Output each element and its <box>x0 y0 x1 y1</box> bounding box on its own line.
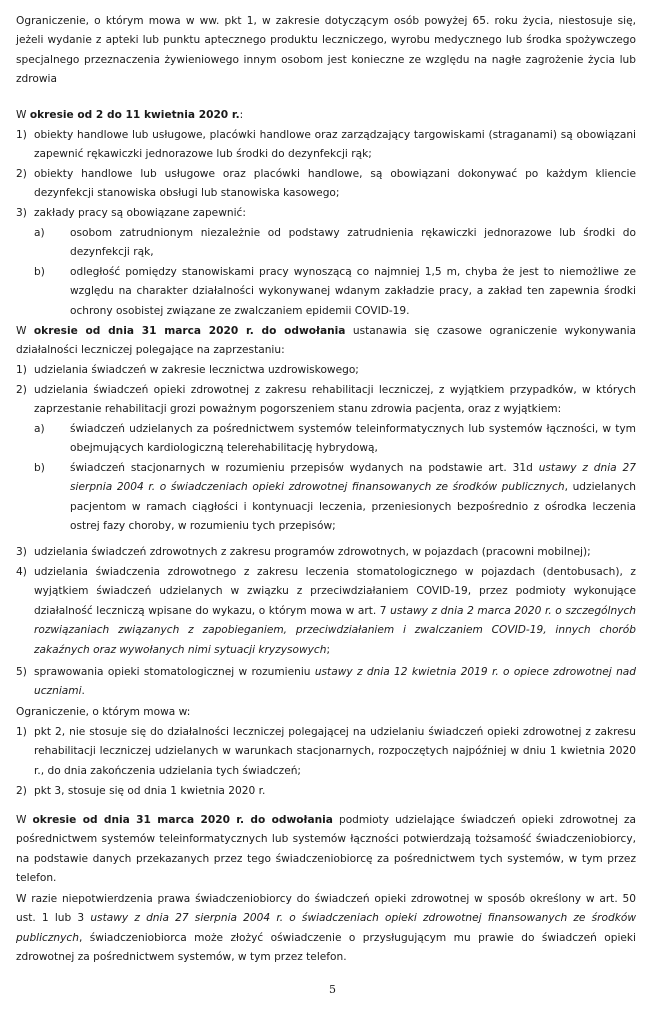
page-number: 5 <box>329 983 336 996</box>
paragraph-identity-bold: okresie od dnia 31 marca 2020 r. do odwołania <box>32 814 333 826</box>
sublist-item-text: osobom zatrudnionym niezależnie od podstawy zatrudnienia rękawiczki jednorazowe lub środki do dezynfekcji rąk, <box>70 227 636 259</box>
list-item-text: obiekty handlowe lub usługowe, placówki handlowe oraz zarządzający targowiskami (straganami) są obowiązani zapewnić rękawiczki jednorazowe lub środki do dezynfekcji rąk; <box>34 129 636 161</box>
sublist-item-letter: b) <box>34 462 45 474</box>
list-item-text <box>34 663 636 702</box>
paragraph-march-tail: ustanawia się czasowe ograniczenie wykonywania działalności leczniczej polegające na zaprzestaniu: <box>16 325 637 357</box>
list-item-text: udzielania świadczeń w zakresie lecznictwa uzdrowiskowego; <box>34 364 359 376</box>
sublist-item-text: świadczeń udzielanych za pośrednictwem systemów teleinformatycznych lub systemów łączności, w tym obejmujących kardiologiczną telerehabilitację hybrydową, <box>70 423 636 455</box>
list-item-5-pre: sprawowania opieki stomatologicznej w rozumieniu <box>34 666 315 678</box>
sublist-item-letter: a) <box>34 423 45 435</box>
list-item-text: pkt 2, nie stosuje się do działalności leczniczej polegającej na udzielaniu świadczeń opieki zdrowotnej z zakresu rehabilitacji leczniczej udzielanych w warunkach stacjonarnych, rozpoczętych najpóźniej w dniu 1 kwietnia 2020 r., do dnia zakończenia udzielania tych świadczeń; <box>34 726 636 777</box>
paragraph-march-restriction <box>16 322 636 361</box>
list-item-text: obiekty handlowe lub usługowe oraz placówki handlowe, są obowiązani dokonywać po każdym kliencie dezynfekcji stanowiska obsługi lub stanowiska kasowego; <box>34 168 636 200</box>
paragraph-april-prefix: W <box>16 109 30 121</box>
sublist-item-letter: b) <box>34 266 45 278</box>
list-item-number: 2) <box>16 785 27 797</box>
list-item-4-post: ; <box>326 643 331 656</box>
paragraph-identity <box>16 811 636 889</box>
paragraph-intro <box>16 12 636 90</box>
paragraph-identity-tail: podmioty udzielające świadczeń opieki zdrowotnej za pośrednictwem systemów teleinformatycznych lub systemów łączności potwierdzają tożsamość świadczeniobiorcy, na podstawie danych przekazanych przez tego świadczeniobiorcę za pośrednictwem tych systemów, w tym przez telefon. <box>16 814 637 885</box>
list-item-number: 3) <box>16 207 27 219</box>
statute-citation: ustawy z dnia 27 sierpnia 2004 r. o świadczeniach opieki zdrowotnej finansowanych ze środków publicznych <box>70 462 636 494</box>
statute-citation: ustawy z dnia 2 marca 2020 r. o szczególnych rozwiązaniach związanych z zapobieganiem, przeciwdziałaniem i zwalczaniem COVID-19, innych chorób zakaźnych oraz wywołanych nimi sytuacji kryzysowych <box>34 604 636 656</box>
paragraph-identity-prefix: W <box>16 814 33 826</box>
list-item-number: 2) <box>16 384 27 396</box>
list-item-number: 1) <box>16 726 27 738</box>
paragraph-limitation-text: Ograniczenie, o którym mowa w: <box>16 706 191 718</box>
list-item-number: 1) <box>16 364 27 376</box>
list-item-5-post: . <box>81 685 85 698</box>
paragraph-limitation <box>16 703 636 722</box>
paragraph-intro-text: Ograniczenie, o którym mowa w ww. pkt 1, w zakresie dotyczącym osób powyżej 65. roku życia, niestosuje się, jeżeli wydanie z apteki lub punktu aptecznego produktu leczniczego, wyrobu medycznego lub środka spożywczego specjalnego przeznaczenia żywieniowego innym osobom jest konieczne ze względu na nagłe zagrożenie życia lub zdrowia <box>16 15 636 86</box>
paragraph-april-tail: : <box>239 109 244 121</box>
statute-citation: ustawy z dnia 12 kwietnia 2019 r. o opiece zdrowotnej nad uczniami <box>34 666 636 698</box>
list-item-number: 3) <box>16 546 27 558</box>
sublist-item-text <box>70 459 636 537</box>
sublist-item-b-pre: świadczeń stacjonarnych w rozumieniu przepisów wydanych na podstawie art. 31d <box>70 462 539 474</box>
list-item-number: 2) <box>16 168 27 180</box>
list-item-text <box>34 563 636 660</box>
paragraph-march-prefix: W <box>16 325 34 337</box>
sublist-item-letter: a) <box>34 227 45 239</box>
paragraph-declaration-pre: W razie niepotwierdzenia prawa świadczeniobiorcy do świadczeń opieki zdrowotnej w sposób określony w art. 50 ust. 1 lub 3 <box>16 893 636 925</box>
list-item-text: udzielania świadczeń zdrowotnych z zakresu programów zdrowotnych, w pojazdach (pracowni mobilnej); <box>34 546 591 558</box>
statute-citation: ustawy z dnia 27 sierpnia 2004 r. o świadczeniach opieki zdrowotnej finansowanych ze środków publicznych <box>16 912 636 944</box>
list-item-4-pre: udzielania świadczenia zdrowotnego z zakresu leczenia stomatologicznego w pojazdach (dentobusach), z wyjątkiem świadczeń udzielanych w związku z przeciwdziałaniem COVID-19, przez podmioty wykonujące działalność leczniczą wpisane do wykazu, o którym mowa w art. 7 <box>34 566 636 617</box>
sublist-item-b-post: , udzielanych pacjentom w ramach ciągłości i kontynuacji leczenia, przeniesionych bezpośrednio z ośrodka leczenia ostrej fazy choroby, w rozumieniu tych przepisów; <box>70 481 636 533</box>
paragraph-declaration <box>16 890 636 968</box>
list-item-number: 1) <box>16 129 27 141</box>
paragraph-declaration-post: , świadczeniobiorca może złożyć oświadczenie o przysługującym mu prawie do świadczeń opieki zdrowotnej za pośrednictwem systemów, w tym przez telefon. <box>16 931 636 964</box>
list-item-number: 5) <box>16 666 27 678</box>
sublist-item-text: odległość pomiędzy stanowiskami pracy wynoszącą co najmniej 1,5 m, chyba że jest to niemożliwe ze względu na charakter działalności wykonywanej wdanym zakładzie pracy, a zakład ten zapewnia środki ochrony osobistej związane ze zwalczaniem epidemii COVID-19. <box>70 266 636 317</box>
list-item-text: zakłady pracy są obowiązane zapewnić: <box>34 207 246 219</box>
paragraph-april-bold: okresie od 2 do 11 kwietnia 2020 r. <box>29 109 240 121</box>
list-item-number: 4) <box>16 566 27 578</box>
paragraph-april-period <box>16 106 636 125</box>
list-item-text: udzielania świadczeń opieki zdrowotnej z zakresu rehabilitacji leczniczej, z wyjątkiem przypadków, w których zaprzestanie rehabilitacji grozi poważnym pogorszeniem stanu zdrowia pacjenta, oraz z wyjątkiem: <box>34 384 636 416</box>
list-item-text: pkt 3, stosuje się od dnia 1 kwietnia 2020 r. <box>34 785 266 797</box>
paragraph-march-bold: okresie od dnia 31 marca 2020 r. do odwołania <box>33 325 346 337</box>
